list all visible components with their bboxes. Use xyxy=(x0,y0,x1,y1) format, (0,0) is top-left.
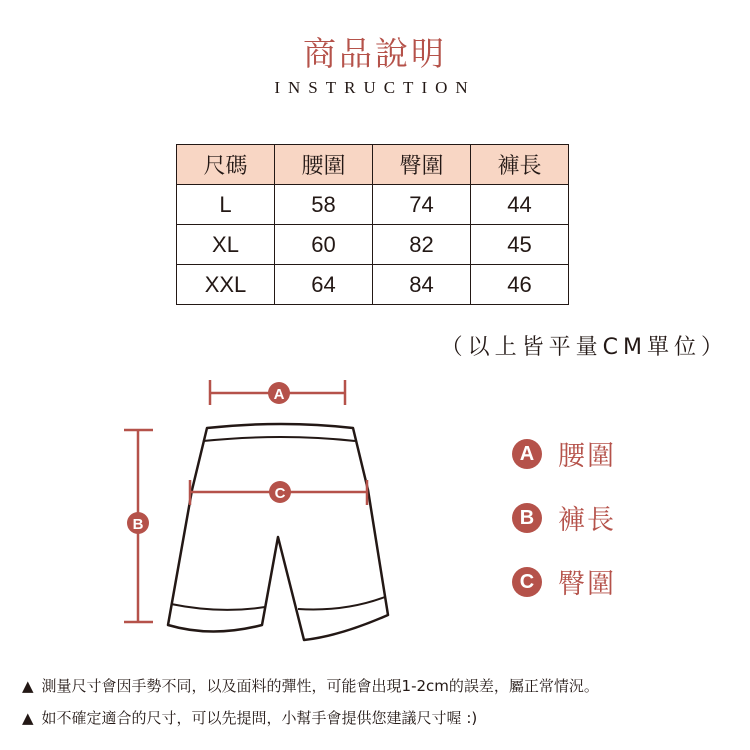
page-subtitle: INSTRUCTION xyxy=(274,78,476,97)
marker-a-label: A xyxy=(273,386,285,403)
note-item xyxy=(22,672,599,704)
table-cell: 64 xyxy=(275,265,373,305)
legend-item-waist xyxy=(512,434,616,473)
legend-badge-c: C xyxy=(512,567,542,597)
table-cell: L xyxy=(177,185,275,225)
table-cell: 82 xyxy=(373,225,471,265)
note-item xyxy=(22,704,599,736)
table-cell: XXL xyxy=(177,265,275,305)
legend-label-length: 褲長 xyxy=(558,505,616,536)
legend-badge-a: A xyxy=(512,439,542,469)
header-waist: 腰圍 xyxy=(275,145,373,185)
legend-item-length xyxy=(512,498,616,537)
table-cell: 46 xyxy=(471,265,569,305)
legend-label-hip: 臀圍 xyxy=(558,569,616,600)
note-text: 測量尺寸會因手勢不同，以及面料的彈性，可能會出現1-2cm的誤差，屬正常情況。 xyxy=(41,677,599,695)
table-cell: 44 xyxy=(471,185,569,225)
note-text: 如不確定適合的尺寸，可以先提問，小幫手會提供您建議尺寸喔 :) xyxy=(41,709,478,727)
marker-b-label: B xyxy=(132,516,144,533)
triangle-icon: ▲ xyxy=(22,677,34,695)
table-cell: 45 xyxy=(471,225,569,265)
header-size: 尺碼 xyxy=(177,145,275,185)
header-hip: 臀圍 xyxy=(373,145,471,185)
table-cell: 74 xyxy=(373,185,471,225)
table-cell: XL xyxy=(177,225,275,265)
page-title: 商品說明 xyxy=(303,34,447,73)
legend-badge-b: B xyxy=(512,503,542,533)
table-cell: 84 xyxy=(373,265,471,305)
triangle-icon: ▲ xyxy=(22,709,34,727)
header-length: 褲長 xyxy=(471,145,569,185)
table-cell: 60 xyxy=(275,225,373,265)
marker-c-label: C xyxy=(274,485,286,502)
notes xyxy=(22,672,599,736)
table-cell: 58 xyxy=(275,185,373,225)
legend-label-waist: 腰圍 xyxy=(558,441,616,472)
unit-note: （以上皆平量CM單位） xyxy=(440,335,728,360)
legend-item-hip xyxy=(512,562,616,601)
